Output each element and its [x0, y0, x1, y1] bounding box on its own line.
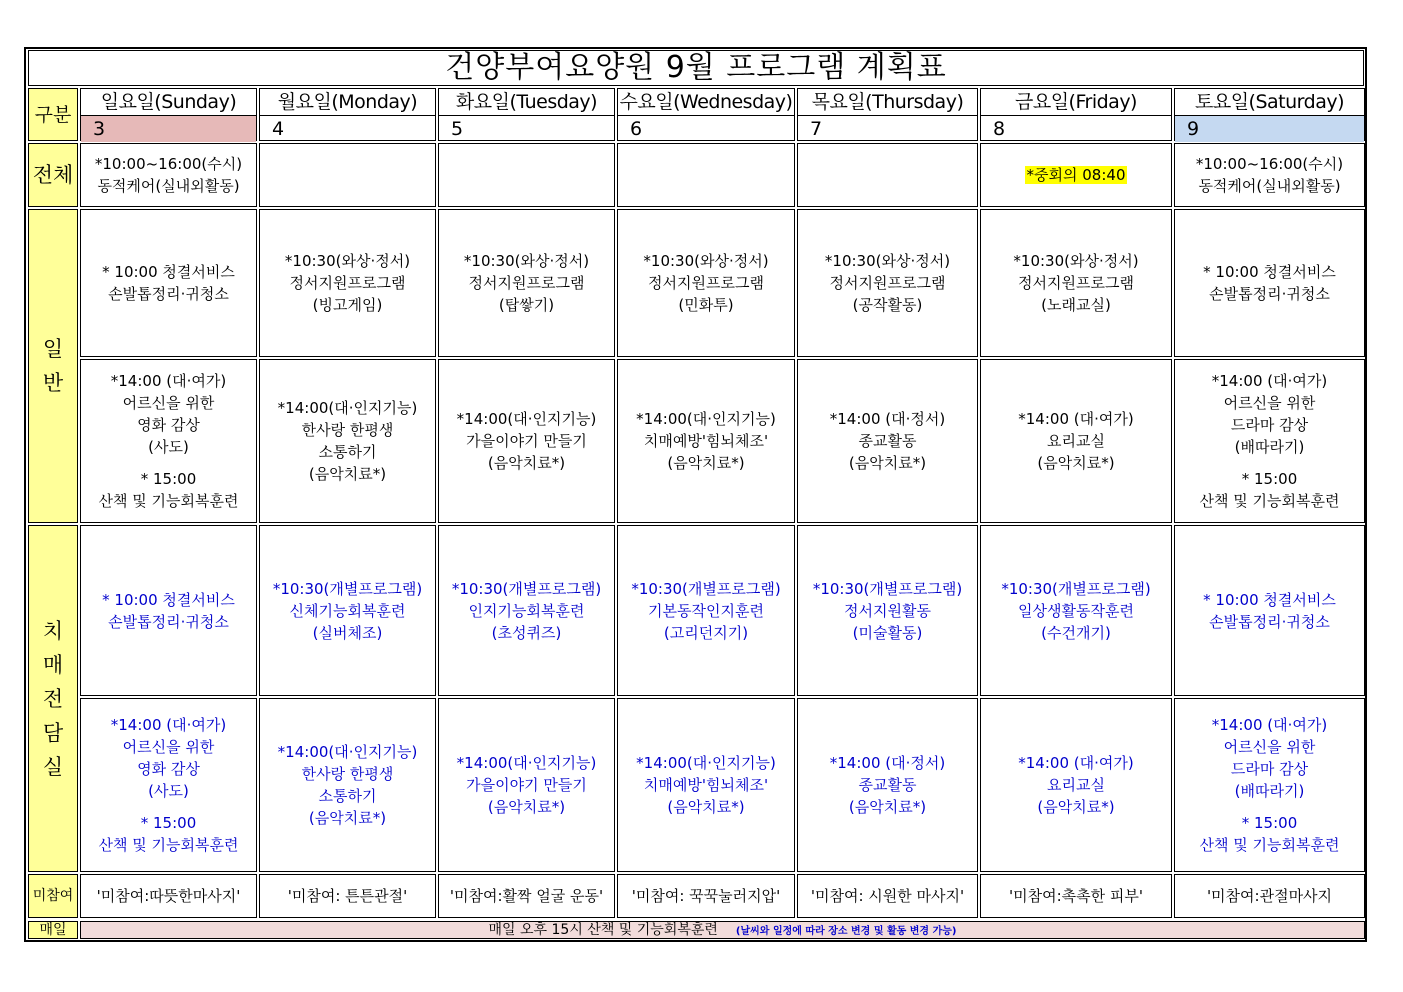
- program-line: (음악치료*): [308, 809, 387, 827]
- row-label-all: 전체: [28, 143, 78, 207]
- all-row-line: *10:00~16:00(수시): [94, 155, 243, 173]
- general-pm-cell: [80, 359, 257, 523]
- program-line: *10:30(와상·정서): [284, 252, 411, 270]
- general-am-cell: [259, 209, 436, 357]
- program-line: (배따라기): [1234, 782, 1305, 800]
- program-line: (고리던지기): [663, 623, 749, 642]
- program-line: *10:30(개별프로그램): [631, 579, 781, 598]
- program-line: 정서지원활동: [844, 601, 931, 620]
- program-line: *10:30(개별프로그램): [812, 579, 963, 598]
- dementia-am-cell: [80, 525, 257, 696]
- program-line: 신체기능회복훈련: [289, 601, 406, 620]
- program-line: * 10:00 청결서비스: [1203, 263, 1336, 281]
- program-line: (음악치료*): [487, 454, 566, 472]
- page-title: 건양부여요양원 9월 프로그램 계획표: [28, 50, 1364, 86]
- program-line: 손발톱정리·귀청소: [108, 285, 229, 303]
- absent-text: '미참여:촉촉한 피부': [1009, 887, 1143, 905]
- program-line: *14:00(대·인지기능): [636, 754, 776, 772]
- day-name: 수요일(Wednesday): [619, 91, 793, 113]
- daily-notice: [80, 921, 1365, 939]
- general-pm-cell: [617, 359, 795, 523]
- program-line: *14:00 (대·정서): [829, 754, 946, 772]
- day-name: 화요일(Tuesday): [455, 91, 598, 113]
- program-line: 산책 및 기능회복훈련: [98, 836, 239, 854]
- row-label-dementia: [28, 525, 78, 872]
- program-line: *10:30(와상·정서): [824, 252, 951, 270]
- day-date: 4: [260, 115, 435, 142]
- program-line: 소통하기: [318, 443, 377, 461]
- row-label-daily: 매일: [28, 921, 78, 939]
- row-label-general: [28, 209, 78, 523]
- absent-cell: [1174, 874, 1365, 918]
- program-line: 산책 및 기능회복훈련: [98, 492, 239, 510]
- dementia-am-cell: [259, 525, 436, 696]
- program-line: (초성퀴즈): [491, 623, 562, 642]
- row-label-char: 전: [42, 686, 64, 711]
- program-line: * 10:00 청결서비스: [1203, 590, 1336, 609]
- absent-cell: [438, 874, 615, 918]
- day-name: 일요일(Sunday): [100, 91, 237, 113]
- program-line: (음악치료*): [308, 465, 387, 483]
- program-line: (음악치료*): [667, 454, 745, 472]
- program-line: 종교활동: [858, 776, 917, 794]
- program-line: (음악치료*): [848, 798, 927, 816]
- program-line: (사도): [148, 438, 189, 456]
- row-label-char: 담: [42, 720, 64, 745]
- day-header: [980, 88, 1172, 141]
- dementia-pm-cell: [80, 698, 257, 872]
- row-label-char: 치: [42, 618, 64, 643]
- general-am-cell: [438, 209, 615, 357]
- absent-text: '미참여:관절마사지: [1206, 887, 1333, 905]
- program-line: 손발톱정리·귀청소: [108, 612, 229, 631]
- general-pm-cell: [259, 359, 436, 523]
- meeting-highlight: *중회의 08:40: [1026, 166, 1126, 184]
- day-header: [617, 88, 795, 141]
- program-line: 정서지원프로그램: [829, 274, 946, 292]
- program-line: 한사랑 한평생: [301, 421, 394, 439]
- program-line: *14:00(대·인지기능): [277, 399, 418, 417]
- program-line: * 10:00 청결서비스: [102, 590, 235, 609]
- program-line: *14:00 (대·여가): [110, 372, 227, 390]
- absent-cell: [617, 874, 795, 918]
- absent-text: '미참여:활짝 얼굴 운동': [449, 887, 604, 905]
- program-line: 어르신을 위한: [1223, 738, 1316, 756]
- program-line: 인지기능회복훈련: [468, 601, 585, 620]
- day-date: 7: [798, 115, 977, 142]
- dementia-pm-cell: [797, 698, 978, 872]
- all-row-cell: [617, 143, 795, 207]
- all-row-line: *10:00~16:00(수시): [1195, 155, 1344, 173]
- dementia-am-cell: [438, 525, 615, 696]
- day-date: 9: [1175, 115, 1364, 142]
- general-pm-cell: [797, 359, 978, 523]
- program-line: *14:00 (대·여가): [110, 716, 227, 734]
- program-line: 어르신을 위한: [122, 394, 215, 412]
- absent-cell: [980, 874, 1172, 918]
- program-line: *14:00(대·인지기능): [456, 410, 597, 428]
- program-line: (탑쌓기): [498, 296, 555, 314]
- program-line: 산책 및 기능회복훈련: [1199, 836, 1340, 854]
- program-line: *14:00(대·인지기능): [277, 743, 418, 761]
- program-line: 정서지원프로그램: [648, 274, 764, 292]
- program-line: 일상생활동작훈련: [1018, 601, 1134, 620]
- program-line: 치매예방'힘뇌체조': [643, 432, 769, 450]
- day-header: [438, 88, 615, 141]
- program-line: (수건개기): [1041, 623, 1111, 642]
- program-line: 요리교실: [1047, 432, 1105, 450]
- day-name: 금요일(Friday): [1015, 91, 1137, 113]
- general-pm-cell: [980, 359, 1172, 523]
- dementia-pm-cell: [617, 698, 795, 872]
- general-am-cell: [617, 209, 795, 357]
- program-line: 어르신을 위한: [122, 738, 215, 756]
- all-row-line: [1025, 164, 1128, 186]
- absent-cell: [259, 874, 436, 918]
- program-line: 한사랑 한평생: [301, 765, 394, 783]
- program-line: *14:00 (대·여가): [1018, 754, 1134, 772]
- day-header: [80, 88, 257, 141]
- dementia-am-cell: [617, 525, 795, 696]
- program-line: 손발톱정리·귀청소: [1209, 612, 1330, 631]
- all-row-line: 동적케어(실내외활동): [97, 177, 240, 195]
- program-line: *14:00(대·인지기능): [636, 410, 776, 428]
- daily-note: (날씨와 일정에 따라 장소 변경 및 활동 변경 가능): [735, 926, 957, 937]
- program-line: * 15:00: [140, 814, 197, 832]
- program-line: (음악치료*): [1037, 454, 1115, 472]
- all-row-cell: [438, 143, 615, 207]
- row-label-char: 실: [42, 754, 64, 779]
- row-label-char: 매: [42, 652, 64, 677]
- row-label-char: 반: [42, 371, 64, 395]
- day-date: 5: [439, 115, 614, 142]
- absent-text: '미참여: 시원한 마사지': [810, 887, 965, 905]
- day-header: [797, 88, 978, 141]
- absent-cell: [80, 874, 257, 918]
- general-am-cell: [80, 209, 257, 357]
- program-line: 요리교실: [1047, 776, 1105, 794]
- program-line: 치매예방'힘뇌체조': [643, 776, 769, 794]
- program-line: 정서지원프로그램: [1018, 274, 1134, 292]
- program-line: 기본동작인지훈련: [648, 601, 764, 620]
- absent-text: '미참여: 꾹꾹눌러지압': [631, 887, 781, 905]
- program-line: 영화 감상: [137, 760, 200, 778]
- program-line: (사도): [148, 782, 189, 800]
- general-am-cell: [980, 209, 1172, 357]
- program-line: (미술활동): [852, 623, 923, 642]
- row-label-char: 일: [42, 337, 64, 361]
- all-row-cell: [797, 143, 978, 207]
- program-line: *10:30(와상·정서): [1013, 252, 1139, 270]
- program-line: *10:30(와상·정서): [643, 252, 769, 270]
- program-line: *14:00 (대·여가): [1018, 410, 1134, 428]
- program-line: * 15:00: [140, 470, 197, 488]
- program-line: (민화투): [678, 296, 734, 314]
- program-line: 가을이야기 만들기: [466, 432, 587, 450]
- program-line: 어르신을 위한: [1223, 394, 1316, 412]
- program-line: (실버체조): [312, 623, 383, 642]
- program-line: (배따라기): [1234, 438, 1305, 456]
- program-line: (공작활동): [852, 296, 923, 314]
- row-label-gubun: 구분: [28, 88, 78, 141]
- day-date: 3: [81, 115, 256, 142]
- day-name: 목요일(Thursday): [811, 91, 964, 113]
- program-line: * 15:00: [1241, 814, 1298, 832]
- day-name: 월요일(Monday): [277, 91, 418, 113]
- general-pm-cell: [438, 359, 615, 523]
- program-line: *14:00 (대·여가): [1211, 372, 1328, 390]
- program-line: 산책 및 기능회복훈련: [1199, 492, 1340, 510]
- dementia-am-cell: [1174, 525, 1365, 696]
- program-line: *14:00 (대·여가): [1211, 716, 1328, 734]
- day-name: 토요일(Saturday): [1194, 91, 1344, 113]
- day-date: 6: [618, 115, 794, 142]
- program-line: *14:00 (대·정서): [829, 410, 946, 428]
- all-row-cell: [80, 143, 257, 207]
- all-row-cell: [980, 143, 1172, 207]
- program-line: *10:30(와상·정서): [463, 252, 590, 270]
- program-line: *10:30(개별프로그램): [272, 579, 423, 598]
- program-line: 손발톱정리·귀청소: [1209, 285, 1330, 303]
- program-line: * 10:00 청결서비스: [102, 263, 235, 281]
- program-line: 드라마 감상: [1230, 760, 1309, 778]
- dementia-pm-cell: [259, 698, 436, 872]
- absent-cell: [797, 874, 978, 918]
- all-row-line: 동적케어(실내외활동): [1198, 177, 1341, 195]
- absent-text: '미참여: 튼튼관절': [287, 887, 408, 905]
- program-line: 정서지원프로그램: [289, 274, 406, 292]
- program-line: (노래교실): [1041, 296, 1111, 314]
- absent-text: '미참여:따뜻한마사지': [96, 887, 241, 905]
- dementia-pm-cell: [1174, 698, 1365, 872]
- all-row-cell: [259, 143, 436, 207]
- day-date: 8: [981, 115, 1171, 142]
- program-line: (빙고게임): [312, 296, 383, 314]
- dementia-pm-cell: [438, 698, 615, 872]
- all-row-cell: [1174, 143, 1365, 207]
- program-line: (음악치료*): [667, 798, 745, 816]
- row-label-absent: 미참여: [28, 874, 78, 918]
- dementia-am-cell: [980, 525, 1172, 696]
- dementia-pm-cell: [980, 698, 1172, 872]
- dementia-am-cell: [797, 525, 978, 696]
- program-line: *10:30(개별프로그램): [451, 579, 602, 598]
- general-pm-cell: [1174, 359, 1365, 523]
- program-line: (음악치료*): [848, 454, 927, 472]
- general-am-cell: [797, 209, 978, 357]
- program-line: 가을이야기 만들기: [466, 776, 587, 794]
- daily-text: 매일 오후 15시 산책 및 기능회복훈련: [488, 922, 718, 938]
- general-am-cell: [1174, 209, 1365, 357]
- program-line: * 15:00: [1241, 470, 1298, 488]
- program-line: 영화 감상: [137, 416, 200, 434]
- program-line: 소통하기: [318, 787, 377, 805]
- day-header: [1174, 88, 1365, 141]
- program-line: (음악치료*): [487, 798, 566, 816]
- program-line: 드라마 감상: [1230, 416, 1309, 434]
- program-line: 정서지원프로그램: [468, 274, 585, 292]
- program-line: (음악치료*): [1037, 798, 1115, 816]
- program-line: 종교활동: [858, 432, 917, 450]
- day-header: [259, 88, 436, 141]
- program-line: *10:30(개별프로그램): [1001, 579, 1151, 598]
- program-line: *14:00(대·인지기능): [456, 754, 597, 772]
